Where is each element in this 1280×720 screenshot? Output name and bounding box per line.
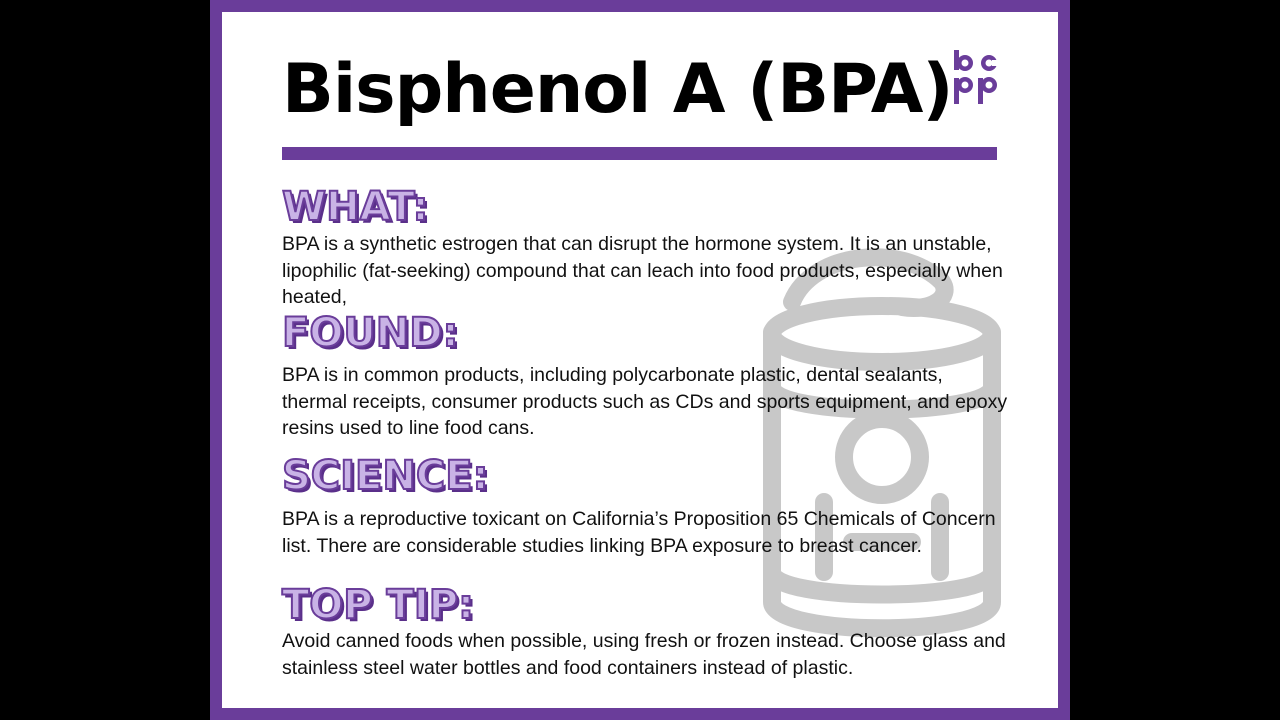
what-text: BPA is a synthetic estrogen that can disrupt the hormone system. It is an unstable, lipophilic (fat-seeking) compound that can leach into food products, especially when heated,: [282, 233, 1003, 308]
infographic-card: [210, 0, 1070, 720]
found-text: BPA is in common products, including polycarbonate plastic, dental sealants, thermal receipts, consumer products such as CDs and sports equipment, and epoxy resins used to line food cans.: [282, 364, 1008, 439]
bcpp-logo-icon: [952, 50, 1002, 104]
title-divider: [282, 147, 997, 160]
science-text: BPA is a reproductive toxicant on California’s Proposition 65 Chemicals of Concern list. There are considerable studies linking BPA exposure to breast cancer.: [282, 508, 996, 557]
science-heading: SCIENCE:: [282, 453, 489, 499]
top-tip-heading: TOP TIP:: [282, 582, 475, 628]
top-tip-text: Avoid canned foods when possible, using fresh or frozen instead. Choose glass and stainless steel water bottles and food containers instead of plastic.: [282, 630, 1006, 679]
card-content: [222, 12, 1058, 708]
found-heading: FOUND:: [282, 310, 459, 356]
what-heading: WHAT:: [282, 184, 429, 230]
page-title: Bisphenol A (BPA): [282, 50, 953, 129]
